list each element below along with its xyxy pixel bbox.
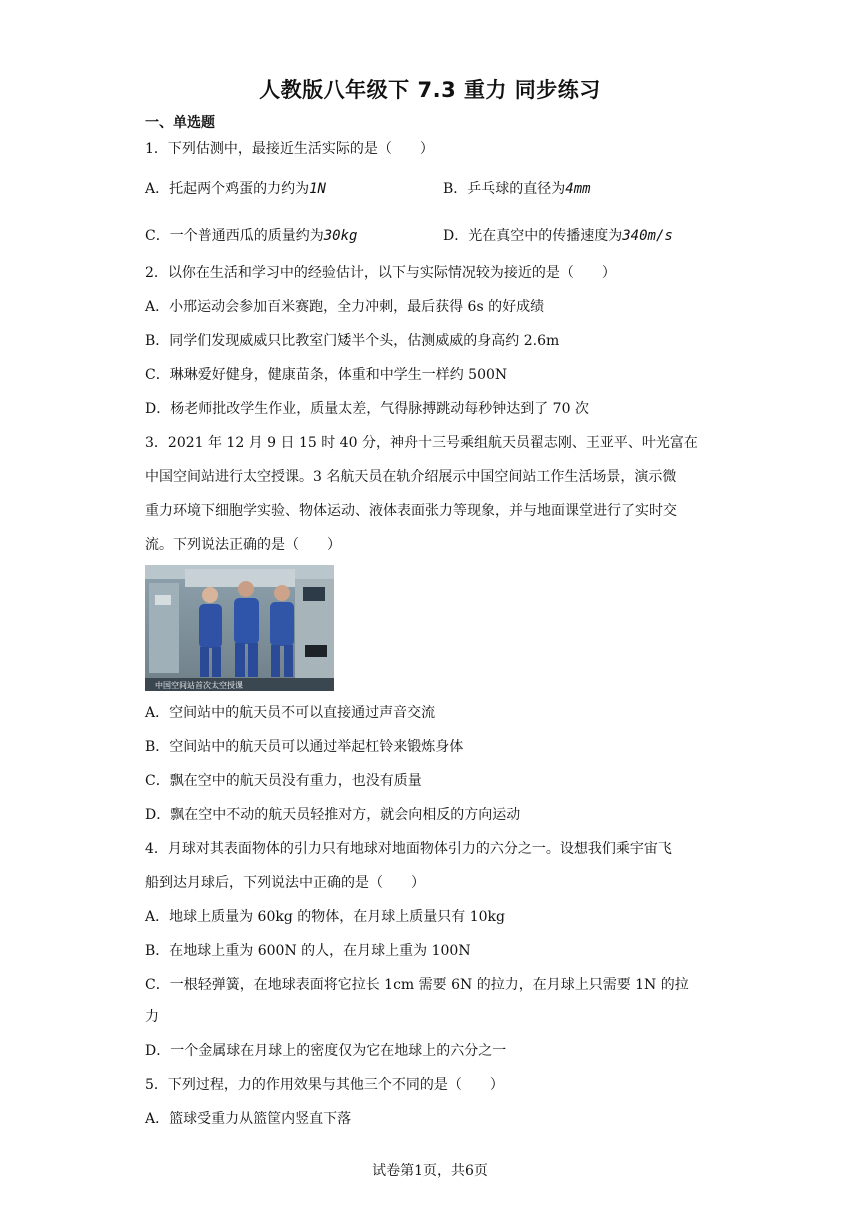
space-station-photo — [145, 565, 334, 691]
question-3-line-2: 中国空间站进行太空授课。3 名航天员在轨介绍展示中国空间站工作生活场景，演示微 — [145, 469, 677, 485]
q1-option-a — [145, 179, 326, 199]
question-4-line-2: 船到达月球后，下列说法中正确的是（ ） — [145, 875, 425, 891]
q2-option-d: D．杨老师批改学生作业，质量太差，气得脉搏跳动每秒钟达到了 70 次 — [145, 401, 589, 417]
q5-option-a: A．篮球受重力从篮筐内竖直下落 — [145, 1111, 352, 1127]
q1-option-d-text: D．光在真空中的传播速度为 — [443, 228, 623, 244]
question-5-stem: 5．下列过程，力的作用效果与其他三个不同的是（ ） — [145, 1077, 504, 1093]
q1-option-c — [145, 226, 357, 246]
q4-option-a: A．地球上质量为 60kg 的物体，在月球上质量只有 10kg — [145, 909, 505, 925]
q4-option-b: B．在地球上重为 600N 的人，在月球上重为 100N — [145, 943, 471, 959]
photo-caption: 中国空间站首次太空授课 — [155, 681, 243, 690]
q1-option-a-value: 1N — [309, 181, 326, 197]
q4-option-c-line-2: 力 — [145, 1009, 159, 1025]
q1-option-b-text: B．乒乓球的直径为 — [443, 181, 566, 197]
q2-option-a: A．小邢运动会参加百米赛跑，全力冲刺，最后获得 6s 的好成绩 — [145, 299, 545, 315]
question-3-line-1: 3．2021 年 12 月 9 日 15 时 40 分，神舟十三号乘组航天员翟志刚、王亚平、叶光富在 — [145, 435, 698, 451]
question-3-line-4: 流。下列说法正确的是（ ） — [145, 537, 341, 553]
question-1-stem: 1．下列估测中，最接近生活实际的是（ ） — [145, 141, 434, 157]
q3-option-a: A．空间站中的航天员不可以直接通过声音交流 — [145, 705, 436, 721]
q4-option-c-line-1: C．一根轻弹簧，在地球表面将它拉长 1cm 需要 6N 的拉力，在月球上只需要 1N 的拉 — [145, 977, 689, 993]
page-title: 人教版八年级下 7.3 重力 同步练习 — [259, 78, 601, 102]
question-4-line-1: 4．月球对其表面物体的引力只有地球对地面物体引力的六分之一。设想我们乘宇宙飞 — [145, 841, 672, 857]
q3-option-b: B．空间站中的航天员可以通过举起杠铃来锻炼身体 — [145, 739, 464, 755]
astronauts-illustration — [145, 565, 334, 691]
q3-option-d: D．飘在空中不动的航天员轻推对方，就会向相反的方向运动 — [145, 807, 521, 823]
q1-option-b — [443, 179, 591, 199]
section-heading: 一、单选题 — [145, 115, 215, 131]
q1-option-c-text: C．一个普通西瓜的质量约为 — [145, 228, 324, 244]
q1-option-d — [443, 226, 673, 246]
q1-option-d-value: 340m/s — [622, 228, 673, 244]
q4-option-d: D．一个金属球在月球上的密度仅为它在地球上的六分之一 — [145, 1043, 507, 1059]
q1-option-c-value: 30kg — [323, 228, 358, 244]
page-footer: 试卷第1页，共6页 — [372, 1163, 488, 1179]
q1-option-b-value: 4mm — [565, 181, 591, 197]
question-3-line-3: 重力环境下细胞学实验、物体运动、液体表面张力等现象，并与地面课堂进行了实时交 — [145, 503, 677, 519]
q2-option-b: B．同学们发现威威只比教室门矮半个头，估测威威的身高约 2.6m — [145, 333, 560, 349]
q2-option-c: C．琳琳爱好健身，健康苗条，体重和中学生一样约 500N — [145, 367, 508, 383]
q1-option-a-text: A．托起两个鸡蛋的力约为 — [145, 181, 310, 197]
question-2-stem: 2．以你在生活和学习中的经验估计，以下与实际情况较为接近的是（ ） — [145, 265, 616, 281]
q3-option-c: C．飘在空中的航天员没有重力，也没有质量 — [145, 773, 422, 789]
